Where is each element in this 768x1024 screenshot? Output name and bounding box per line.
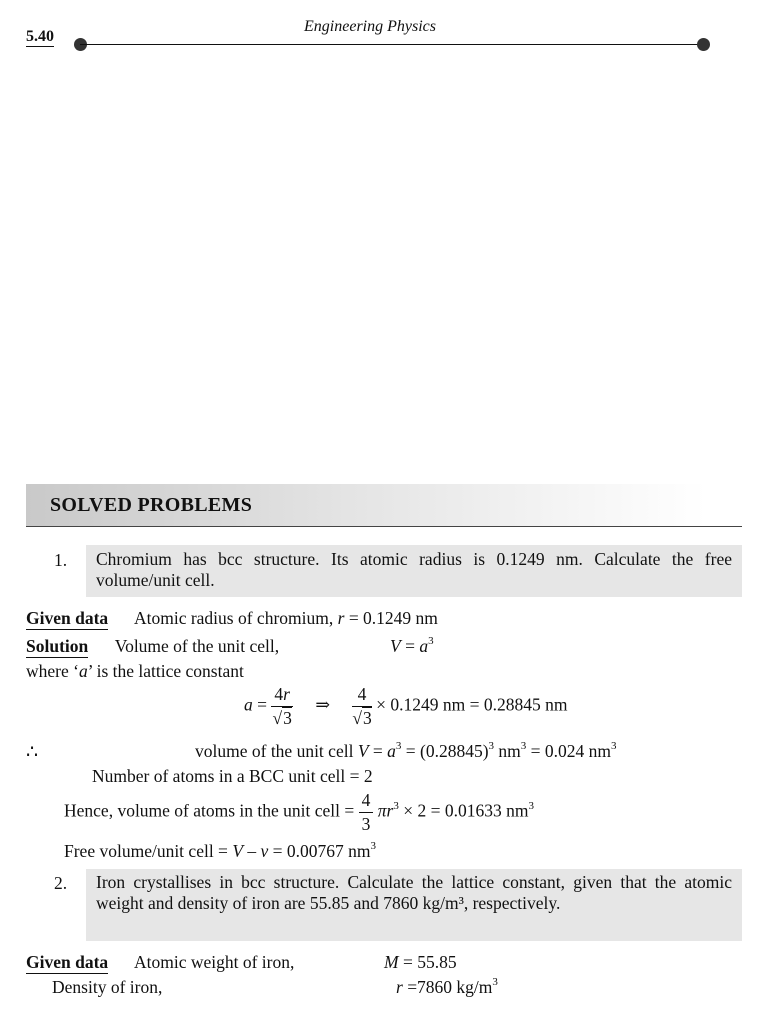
fraction-4r-root3: $\frac{4r}{√3}$ [272,684,292,728]
p1-lattice-result: × 0.1249 nm = 0.28845 nm [376,694,568,715]
p1-volume-line: volume of the unit cell $V = a^3 = (0.28845)^3$ $nm^3 = 0.024$ $nm^3$ [195,740,617,761]
problem-2-number: 2. [54,873,68,893]
p2-given-label: Given data [26,952,109,972]
p1-volume-formula: $V = a^3$ [390,635,434,656]
p1-solution-line [26,636,279,657]
fraction-4-3: $\frac{4}{3}$ [359,792,374,833]
p1-given-text: Atomic radius of chromium, [133,608,334,628]
running-title: Engineering Physics [304,18,436,35]
p1-solution-text: Volume of the unit cell, [114,636,280,656]
p1-given-line: Given data Atomic radius of chromium, r = 0.1249 nm [26,608,438,628]
p1-lattice-equation: a = $\frac{4r}{√3}$ ⇒ $\frac{4}{√3}$ × 0.1249 nm = 0.28845 nm [244,684,568,728]
p2-density-value: r =7860 $kg/m^3$ [396,976,498,997]
problem-2-question: Iron crystallises in bcc structure. Calculate the lattice constant, given that the atomic weight and density of iron are 55.85 and 7860 kg/m³, respectively. [96,872,732,913]
p1-free-line: Free volume/unit cell = V – v = 0.00767 $nm^3$ [64,840,377,861]
p2-density-text: Density of iron, [52,977,163,997]
section-title: SOLVED PROBLEMS [50,494,253,516]
p2-given-text: Atomic weight of iron, [133,952,295,972]
p2-M-value: M = 55.85 [384,952,457,972]
page-number: 5.40 [26,28,54,45]
p1-atoms-line: Number of atoms in a BCC unit cell = 2 [92,766,373,786]
header-rule [80,44,704,45]
p1-r-value: = 0.1249 nm [348,608,438,628]
p1-solution-label: Solution [26,636,89,656]
therefore-symbol: ∴ [26,742,39,763]
p1-where-line: where ‘a’ is the lattice constant [26,661,244,681]
problem-1-number: 1. [54,550,68,570]
problem-1-question: Chromium has bcc structure. Its atomic radius is 0.1249 nm. Calculate the free volume/unit cell. [96,549,732,590]
p1-given-label: Given data [26,608,109,628]
fraction-4-root3: $\frac{4}{√3}$ [352,684,372,728]
p2-given-line [26,952,294,973]
header-right-dot [697,38,710,51]
p1-hence-line: Hence, volume of atoms in the unit cell = $\frac{4}{3}$ $\pi r^3 \times 2 = 0.01633$ $nm^3$ [64,790,534,834]
